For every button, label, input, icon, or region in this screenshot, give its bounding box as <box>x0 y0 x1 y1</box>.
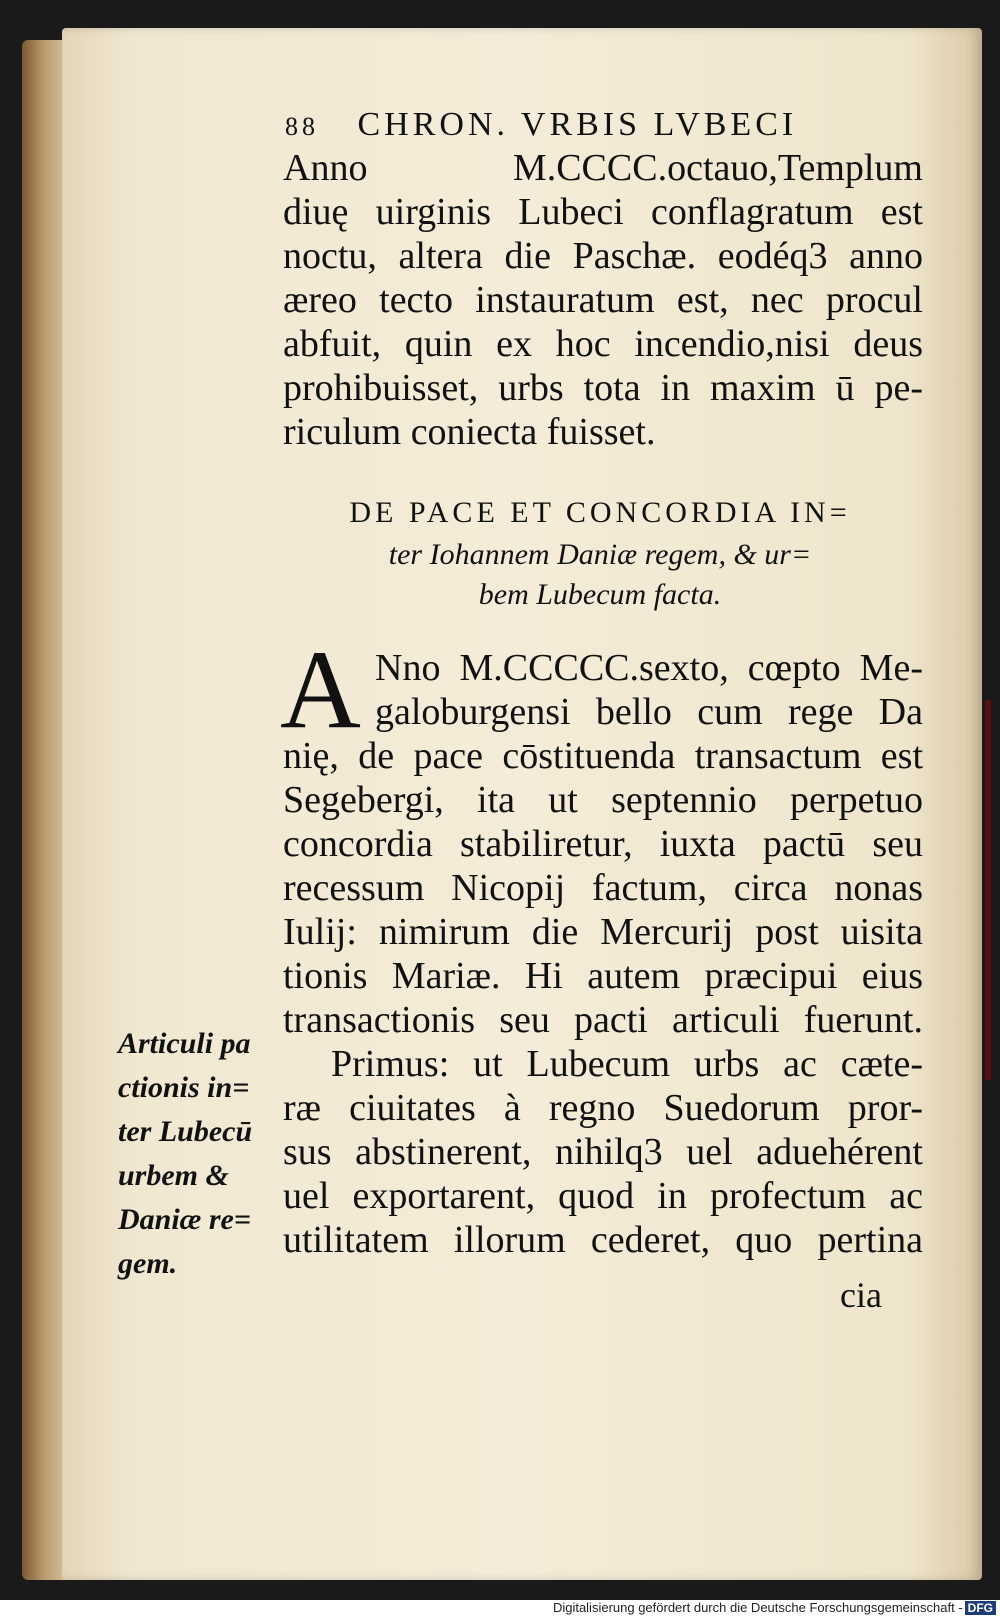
text-line: concordia stabiliretur, iuxta pactū seu <box>283 823 923 865</box>
margin-note-line: Articuli pa <box>118 1027 251 1060</box>
margin-note-line: gem. <box>118 1247 178 1280</box>
text-line: ræ ciuitates à regno Suedorum pror- <box>283 1087 923 1129</box>
margin-note <box>118 1022 266 1286</box>
paragraph-2 <box>283 646 923 1262</box>
text-line: tionis Mariæ. Hi autem præcipui eius <box>283 955 923 997</box>
text-line: Segebergi, ita ut septennio perpetuo <box>283 779 923 821</box>
footer-text: Digitalisierung gefördert durch die Deutsche Forschungsgemeinschaft - <box>552 1600 963 1615</box>
text-line: Iulij: nimirum die Mercurij post uisita <box>283 911 923 953</box>
text-line: Anno M.CCCC.octauo,Templum <box>283 147 923 189</box>
text-line: diuę uirginis Lubeci conflagratum est <box>283 191 923 233</box>
dfg-logo: DFG <box>965 1601 996 1615</box>
footer-bar <box>0 1600 1000 1621</box>
catchword: cia <box>840 1275 882 1315</box>
text-line: riculum coniecta fuisset. <box>283 411 656 453</box>
text-line: utilitatem illorum cederet, quo pertina <box>283 1219 923 1261</box>
margin-note-line: urbem & <box>118 1159 229 1192</box>
heading-line: bem Lubecum facta. <box>478 578 722 611</box>
heading-line: ter Iohannem Daniæ regem, & ur= <box>388 538 812 571</box>
text-line: æreo tecto instauratum est, nec procul <box>283 279 923 321</box>
ribbon-edge <box>985 700 991 1080</box>
margin-note-line: ter Lubecū <box>118 1115 253 1148</box>
page-number: 88 <box>285 112 319 141</box>
text-line: prohibuisset, urbs tota in maxim ū pe- <box>283 367 923 409</box>
heading-line: DE PACE ET CONCORDIA IN= <box>349 496 851 529</box>
text-line: noctu, altera die Paschæ. eodéq3 anno <box>283 235 923 277</box>
running-title: CHRON. VRBIS LVBECI <box>357 106 798 143</box>
text-line: Primus: ut Lubecum urbs ac cæte- <box>331 1043 923 1085</box>
margin-note-line: Daniæ re= <box>118 1203 251 1236</box>
text-line: nię, de pace cōstituenda transactum est <box>283 735 923 777</box>
text-line: abfuit, quin ex hoc incendio,nisi deus <box>283 323 923 365</box>
text-line: sus abstinerent, nihilq3 uel aduehérent <box>283 1131 923 1173</box>
text-line: galoburgensi bello cum rege Da <box>375 691 923 733</box>
section-heading <box>300 496 900 618</box>
margin-note-line: ctionis in= <box>118 1071 250 1104</box>
running-head <box>285 106 845 144</box>
text-line: Nno M.CCCCC.sexto, cœpto Me- <box>375 647 923 689</box>
paragraph-1 <box>283 146 923 454</box>
text-line: transactionis seu pacti articuli fuerunt. <box>283 999 923 1041</box>
drop-capital: A <box>280 628 361 752</box>
text-line: recessum Nicopij factum, circa nonas <box>283 867 923 909</box>
text-line: uel exportarent, quod in profectum ac <box>283 1175 923 1217</box>
